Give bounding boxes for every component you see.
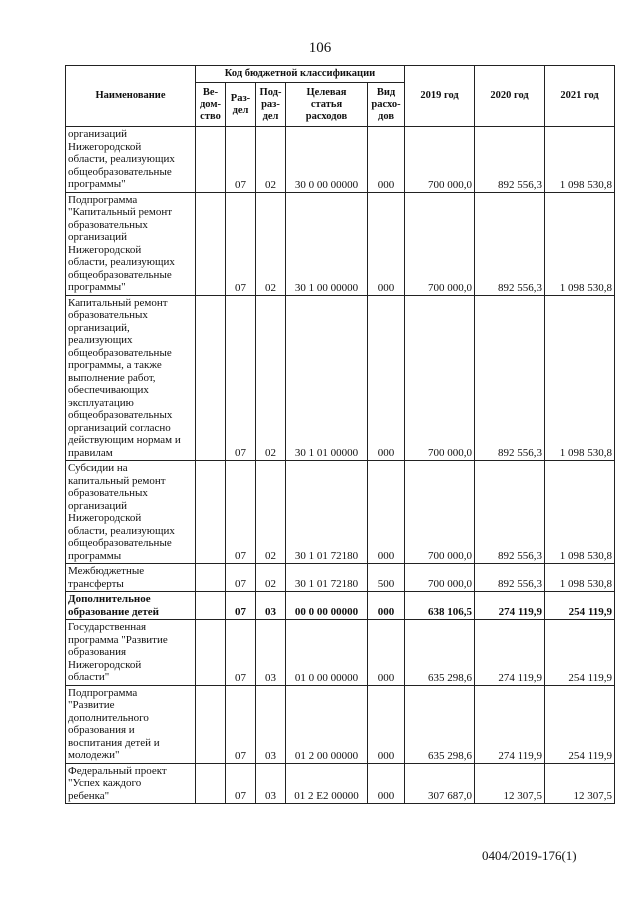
cell-vid: 000 [368,592,405,620]
table-row [66,564,615,592]
cell-2021: 1 098 530,8 [545,461,615,564]
cell-vid: 000 [368,295,405,461]
cell-vid: 000 [368,461,405,564]
cell-2020: 892 556,3 [475,564,545,592]
cell-2021: 254 119,9 [545,685,615,763]
cell-2019: 635 298,6 [405,685,475,763]
header-2019: 2019 год [405,66,475,127]
cell-2019: 700 000,0 [405,564,475,592]
cell-podrazdel: 03 [256,592,286,620]
cell-podrazdel: 02 [256,295,286,461]
cell-name: Государственная программа "Развитие образования Нижегородской области" [66,620,196,686]
header-vedomstvo: Ве- дом- ство [196,83,226,127]
cell-podrazdel: 03 [256,685,286,763]
cell-name: Дополнительное образование детей [66,592,196,620]
cell-vid: 000 [368,685,405,763]
cell-2019: 700 000,0 [405,127,475,193]
cell-2019: 635 298,6 [405,620,475,686]
cell-razdel: 07 [226,564,256,592]
table-row [66,592,615,620]
cell-podrazdel: 03 [256,620,286,686]
cell-razdel: 07 [226,685,256,763]
cell-2021: 254 119,9 [545,592,615,620]
cell-razdel: 07 [226,763,256,804]
cell-name: Капитальный ремонт образовательных организаций, реализующих общеобразовательные программы, а также выполнение работ, обеспечивающих эксплуатацию общеобразовательных организаций согласно действующим нормам и правилам [66,295,196,461]
cell-vid: 500 [368,564,405,592]
cell-2020: 274 119,9 [475,620,545,686]
header-2020: 2020 год [475,66,545,127]
table-row [66,685,615,763]
header-razdel: Раз- дел [226,83,256,127]
cell-target: 30 0 00 00000 [286,127,368,193]
cell-2020: 892 556,3 [475,127,545,193]
cell-2019: 638 106,5 [405,592,475,620]
budget-table [65,65,615,804]
cell-vedomstvo [196,685,226,763]
cell-vedomstvo [196,763,226,804]
cell-2019: 307 687,0 [405,763,475,804]
cell-razdel: 07 [226,592,256,620]
cell-podrazdel: 02 [256,461,286,564]
cell-vid: 000 [368,763,405,804]
header-code-group: Код бюджетной классификации [196,66,405,83]
cell-vedomstvo [196,192,226,295]
header-target: Целевая статья расходов [286,83,368,127]
cell-2021: 1 098 530,8 [545,127,615,193]
cell-2020: 892 556,3 [475,192,545,295]
table-row [66,763,615,804]
cell-vid: 000 [368,127,405,193]
header-name: Наименование [66,66,196,127]
cell-target: 30 1 01 72180 [286,564,368,592]
cell-target: 01 2 E2 00000 [286,763,368,804]
cell-target: 30 1 01 00000 [286,295,368,461]
cell-2021: 1 098 530,8 [545,295,615,461]
cell-vid: 000 [368,192,405,295]
cell-target: 01 0 00 00000 [286,620,368,686]
cell-2019: 700 000,0 [405,192,475,295]
header-vid: Вид расхо- дов [368,83,405,127]
cell-podrazdel: 02 [256,564,286,592]
cell-razdel: 07 [226,127,256,193]
cell-name: Межбюджетные трансферты [66,564,196,592]
table-header [66,66,615,127]
cell-2019: 700 000,0 [405,461,475,564]
cell-vedomstvo [196,564,226,592]
cell-target: 01 2 00 00000 [286,685,368,763]
cell-name: Федеральный проект "Успех каждого ребенка" [66,763,196,804]
cell-2021: 254 119,9 [545,620,615,686]
cell-razdel: 07 [226,192,256,295]
table-row [66,295,615,461]
cell-name: Субсидии на капитальный ремонт образовательных организаций Нижегородской области, реализующих общеобразовательные программы [66,461,196,564]
cell-2021: 1 098 530,8 [545,564,615,592]
cell-vid: 000 [368,620,405,686]
document-code: 0404/2019-176(1) [482,848,577,863]
cell-target: 30 1 00 00000 [286,192,368,295]
cell-vedomstvo [196,295,226,461]
cell-name: организаций Нижегородской области, реализующих общеобразовательные программы" [66,127,196,193]
cell-vedomstvo [196,592,226,620]
cell-2019: 700 000,0 [405,295,475,461]
cell-name: Подпрограмма "Капитальный ремонт образовательных организаций Нижегородской области, реализующих общеобразовательные программы" [66,192,196,295]
cell-podrazdel: 02 [256,127,286,193]
table-row [66,461,615,564]
cell-razdel: 07 [226,461,256,564]
cell-razdel: 07 [226,620,256,686]
header-podrazdel: Под- раз- дел [256,83,286,127]
cell-2020: 274 119,9 [475,592,545,620]
cell-2021: 12 307,5 [545,763,615,804]
cell-podrazdel: 02 [256,192,286,295]
cell-2020: 892 556,3 [475,295,545,461]
cell-vedomstvo [196,127,226,193]
cell-vedomstvo [196,461,226,564]
cell-2020: 274 119,9 [475,685,545,763]
cell-2021: 1 098 530,8 [545,192,615,295]
table-row [66,127,615,193]
cell-target: 30 1 01 72180 [286,461,368,564]
cell-target: 00 0 00 00000 [286,592,368,620]
table-row [66,192,615,295]
cell-2020: 12 307,5 [475,763,545,804]
table-body [66,127,615,804]
cell-2020: 892 556,3 [475,461,545,564]
cell-razdel: 07 [226,295,256,461]
cell-vedomstvo [196,620,226,686]
header-2021: 2021 год [545,66,615,127]
table-row [66,620,615,686]
cell-podrazdel: 03 [256,763,286,804]
cell-name: Подпрограмма "Развитие дополнительного образования и воспитания детей и молодежи" [66,685,196,763]
page-number: 106 [308,40,332,56]
